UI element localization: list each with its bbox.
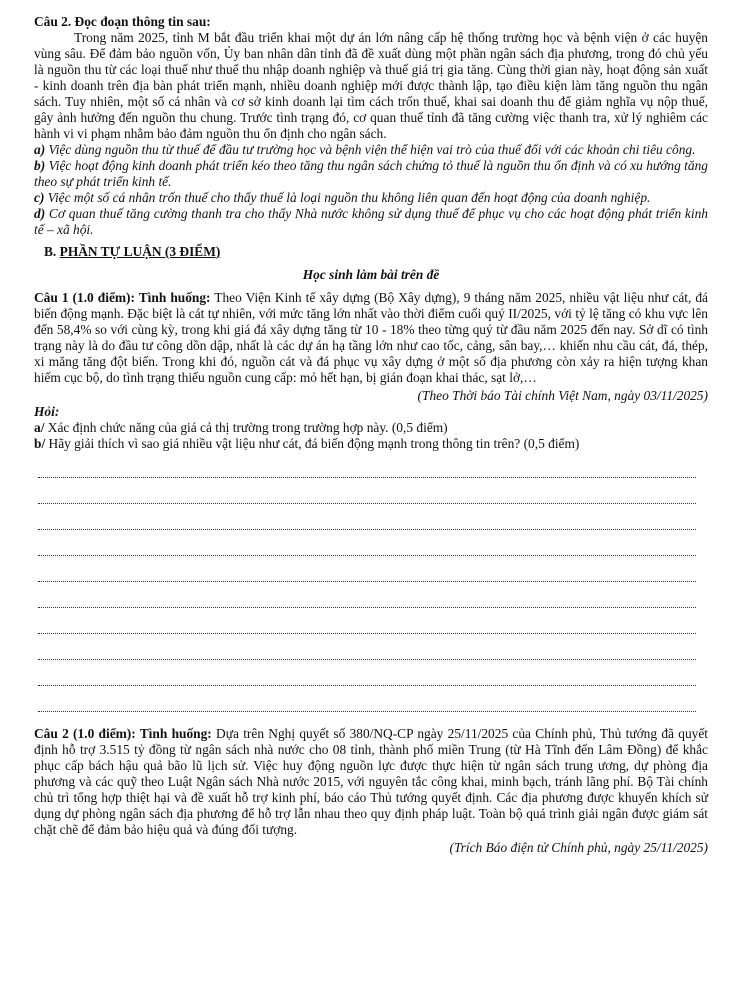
statement-a-label: a) — [34, 142, 46, 157]
essay-2-passage — [34, 726, 708, 838]
statement-b — [34, 158, 708, 190]
answer-area[interactable] — [34, 452, 708, 712]
statement-d-text: Cơ quan thuế tăng cường thanh tra cho thấy Nhà nước không sử dụng thuế để phục vụ cho các hoạt động phát triển kinh tế – xã hội. — [34, 206, 708, 237]
essay-1-text: Theo Viện Kinh tế xây dựng (Bộ Xây dựng), 9 tháng năm 2025, nhiều vật liệu như cát, đá biến động mạnh. Đặc biệt là cát tự nhiên, với mức tăng lớn nhất vào thời điểm cuối quý II/2025, với tỷ lệ tăng có khu vực lên đến 58,4% so với cùng kỳ, trong khi giá đá xây dựng tăng từ 10 - 18% theo từng quý từ đầu năm 2025 đến nay. Sở dĩ có tình trạng này là do đầu tư công dồn dập, nhất là các dự án hạ tầng lớn như cao tốc, cảng, sân bay,… khiến nhu cầu cát, đá, thép, xi măng tăng đột biến. Trong khi đó, nguồn cát và đá phục vụ xây dựng ở một số địa phương còn xảy ra hiện tượng khan hiếm cục bộ, do tình trạng thiếu nguồn cung cấp: mỏ hết hạn, bị gián đoạn khai thác, sạt lở,… — [34, 290, 708, 385]
essay-1-passage — [34, 290, 708, 386]
statement-c-text: Việc một số cá nhân trốn thuế cho thấy thuế là loại nguồn thu không liên quan đến hoạt động của doanh nghiệp. — [44, 190, 651, 205]
statement-c-label: c) — [34, 190, 45, 205]
answer-line[interactable] — [38, 556, 696, 582]
essay-1-label: Câu 1 (1.0 điểm): Tình huống: — [34, 290, 211, 305]
answer-line[interactable] — [38, 686, 696, 712]
statement-d — [34, 206, 708, 238]
question-2-heading: Câu 2. Đọc đoạn thông tin sau: — [34, 14, 211, 29]
essay-2-label: Câu 2 (1.0 điểm): Tình huống: — [34, 726, 212, 741]
statement-c — [34, 190, 708, 206]
statement-a-text: Việc dùng nguồn thu từ thuế để đầu tư trường học và bệnh viện thể hiện vai trò của thuế đối với các khoản chi tiêu công. — [45, 142, 696, 157]
essay-1-questions-label: Hỏi: — [34, 404, 60, 419]
answer-line[interactable] — [38, 660, 696, 686]
essay-1-question-a-label: a/ — [34, 420, 45, 435]
answer-line[interactable] — [38, 530, 696, 556]
essay-1-question-b — [34, 436, 708, 452]
essay-2-source: (Trích Báo điện tử Chính phủ, ngày 25/11/2025) — [449, 840, 708, 855]
statement-d-label: d) — [34, 206, 46, 221]
essay-1-source: (Theo Thời báo Tài chính Việt Nam, ngày 03/11/2025) — [417, 388, 708, 403]
essay-1-question-b-text: Hãy giải thích vì sao giá nhiều vật liệu như cát, đá biến động mạnh trong thông tin trên? (0,5 điểm) — [45, 436, 580, 451]
essay-1-question-a-text: Xác định chức năng của giá cả thị trường trong trường hợp này. (0,5 điểm) — [44, 420, 448, 435]
statement-b-label: b) — [34, 158, 46, 173]
question-2-passage: Trong năm 2025, tỉnh M bắt đầu triển khai một dự án lớn nâng cấp hệ thống trường học và bệnh viện ở các huyện vùng sâu. Để đảm bảo nguồn vốn, Ủy ban nhân dân tỉnh đã đề xuất dùng một phần ngân sách địa phương, trong đó chủ yếu là nguồn thu từ các loại thuế như thuế thu nhập doanh nghiệp và thuế giá trị gia tăng. Cùng thời gian này, hoạt động sản xuất - kinh doanh trên địa bàn phát triển mạnh, nhiều doanh nghiệp mới được thành lập, tạo điều kiện làm tăng nguồn thu ngân sách. Tuy nhiên, một số cá nhân và cơ sở kinh doanh lại tìm cách trốn thuế, khai sai doanh thu để giảm nghĩa vụ nộp thuế, gây ảnh hưởng đến nguồn thu chung. Trước tình trạng đó, cơ quan thuế tỉnh đã tăng cường việc thanh tra, xử lý nghiêm các hành vi vi phạm nhằm bảo đảm nguồn thu ổn định cho ngân sách. — [34, 30, 708, 141]
essay-1-question-b-label: b/ — [34, 436, 46, 451]
answer-line[interactable] — [38, 582, 696, 608]
statement-a — [34, 142, 708, 158]
part-b-prefix: B. — [44, 244, 60, 259]
answer-line[interactable] — [38, 608, 696, 634]
part-b-subtitle: Học sinh làm bài trên đề — [302, 267, 440, 282]
part-b-title — [34, 244, 708, 260]
statement-b-text: Việc hoạt động kinh doanh phát triển kéo theo tăng thu ngân sách chứng tỏ thuế là nguồn thu ổn định và có xu hướng tăng theo sự phát triển kinh tế. — [34, 158, 708, 189]
answer-line[interactable] — [38, 452, 696, 478]
part-b-title-text: PHẦN TỰ LUẬN (3 ĐIỂM) — [59, 244, 221, 259]
answer-line[interactable] — [38, 478, 696, 504]
essay-2-text: Dựa trên Nghị quyết số 380/NQ-CP ngày 25/11/2025 của Chính phủ, Thủ tướng đã quyết định hỗ trợ 3.515 tỷ đồng từ ngân sách nhà nước cho 08 tỉnh, thành phố miền Trung (từ Hà Tĩnh đến Lâm Đồng) để khắc phục cấp bách hậu quả bão lũ lịch sử. Việc huy động nguồn lực được thực hiện từ ngân sách trung ương, dự phòng địa phương và các quỹ theo Luật Ngân sách Nhà nước 2015, với nguyên tắc công khai, minh bạch, tránh lãng phí. Bộ Tài chính chủ trì tổng hợp thiệt hại và đề xuất hỗ trợ kinh phí, báo cáo Thủ tướng quyết định. Các địa phương được khuyến khích sử dụng dự phòng ngân sách địa phương để hỗ trợ lẫn nhau theo quy định pháp luật. Toàn bộ quá trình giải ngân được giám sát chặt chẽ để đảm bảo hiệu quả và đúng đối tượng. — [34, 726, 708, 837]
answer-line[interactable] — [38, 504, 696, 530]
answer-line[interactable] — [38, 634, 696, 660]
essay-1-question-a — [34, 420, 708, 436]
